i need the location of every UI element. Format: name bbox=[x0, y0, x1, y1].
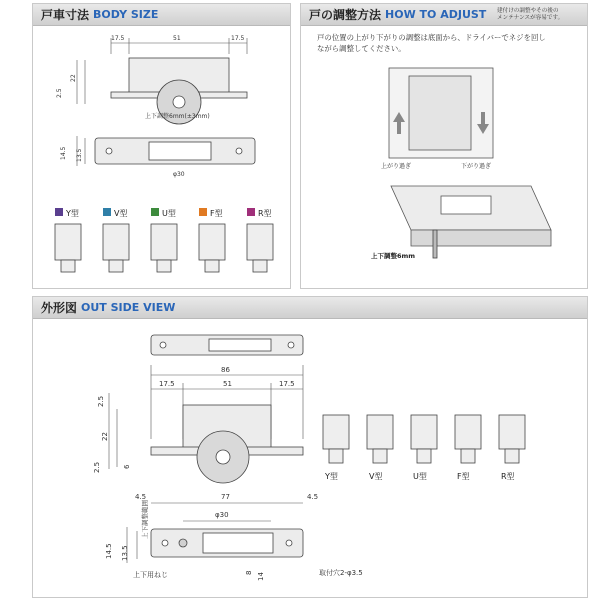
ov-dim-14-5: 14.5 bbox=[105, 543, 113, 559]
outside-view-panel bbox=[32, 296, 588, 598]
bs-top-view bbox=[95, 138, 255, 164]
bs-type-y: Y型 bbox=[66, 209, 79, 218]
bs-dim-51: 51 bbox=[173, 35, 181, 42]
outside-view-title-en: OUT SIDE VIEW bbox=[81, 301, 176, 314]
adjust-note bbox=[497, 8, 563, 22]
body-size-title-en: BODY SIZE bbox=[93, 8, 159, 21]
ov-dim-86: 86 bbox=[221, 366, 230, 374]
ov-vertical-range: 上下調整範囲 bbox=[141, 500, 149, 539]
ov-dim-17-5-left: 17.5 bbox=[159, 380, 175, 388]
bs-dim-14-5: 14.5 bbox=[60, 146, 67, 160]
ov-dim-6: 6 bbox=[123, 464, 131, 469]
ov-type-r: R型 bbox=[501, 472, 515, 481]
ov-dim-8: 8 bbox=[245, 570, 253, 575]
adjust-note-line-2: メンテナンスが容易です。 bbox=[497, 15, 564, 21]
ov-dim-2-5-bottom: 2.5 bbox=[93, 461, 101, 473]
bs-dim-17-5-right: 17.5 bbox=[231, 35, 245, 42]
ov-type-drawings bbox=[323, 415, 525, 463]
adjust-perspective bbox=[391, 186, 551, 246]
body-size-panel bbox=[32, 3, 291, 289]
ov-holes-label: 取付穴2-φ3.5 bbox=[319, 569, 363, 577]
down-label: 下がり過ぎ bbox=[461, 163, 492, 170]
outside-view-drawing bbox=[33, 319, 588, 598]
ov-screw-label: 上下用ねじ bbox=[133, 571, 168, 579]
bs-adjust-label: 上下調整6mm(±3mm) bbox=[145, 113, 210, 120]
body-size-title-jp: 戸車寸法 bbox=[41, 8, 90, 22]
ov-dim-4-5-right: 4.5 bbox=[307, 493, 319, 501]
ov-type-f: F型 bbox=[457, 472, 470, 481]
bs-phi30: φ30 bbox=[173, 171, 185, 178]
bs-dim-17-5-left: 17.5 bbox=[111, 35, 125, 42]
bs-dim-22: 22 bbox=[70, 74, 77, 82]
ov-type-u: U型 bbox=[413, 472, 427, 481]
bs-dim-13-5: 13.5 bbox=[76, 148, 83, 162]
adjust-desc-line-2: ながら調整してください。 bbox=[317, 44, 406, 53]
how-to-adjust-title-en: HOW TO ADJUST bbox=[385, 8, 487, 21]
ov-dim-2-5: 2.5 bbox=[97, 395, 105, 407]
ov-phi30: φ30 bbox=[215, 511, 229, 519]
type-y-icon bbox=[55, 208, 63, 216]
ov-dim-22: 22 bbox=[101, 432, 109, 441]
ov-dim-77: 77 bbox=[221, 493, 230, 501]
adjust-description bbox=[317, 32, 587, 54]
bs-type-v: V型 bbox=[114, 209, 128, 218]
outside-view-title-jp: 外形図 bbox=[41, 301, 78, 315]
ov-type-y: Y型 bbox=[325, 472, 338, 481]
ov-dim-17-5-right: 17.5 bbox=[279, 380, 295, 388]
bs-type-drawings bbox=[55, 224, 273, 272]
ov-top-plan bbox=[151, 335, 303, 355]
bs-type-u: U型 bbox=[162, 209, 176, 218]
bs-type-row bbox=[55, 208, 272, 218]
bs-type-r: R型 bbox=[258, 209, 272, 218]
ov-dim-51: 51 bbox=[223, 380, 232, 388]
ov-bottom-plan bbox=[151, 529, 303, 557]
type-r-icon bbox=[247, 208, 255, 216]
ov-front-view bbox=[151, 405, 303, 483]
ov-type-v: V型 bbox=[369, 472, 383, 481]
type-v-icon bbox=[103, 208, 111, 216]
body-size-drawing bbox=[33, 26, 291, 289]
adjust-note-line-1: 建付けの調整やその後の bbox=[497, 8, 559, 14]
type-u-icon bbox=[151, 208, 159, 216]
up-label: 上がり過ぎ bbox=[381, 163, 412, 170]
type-f-icon bbox=[199, 208, 207, 216]
bs-dim-2-5: 2.5 bbox=[56, 88, 63, 98]
adjust-desc-line-1: 戸の位置の上がり下がりの調整は底面から、ドライバーでネジを回し bbox=[317, 33, 546, 42]
door-frame bbox=[389, 68, 493, 158]
ov-dim-4-5-left: 4.5 bbox=[135, 493, 147, 501]
ov-dim-13-5: 13.5 bbox=[121, 545, 129, 561]
how-to-adjust-panel bbox=[300, 3, 588, 289]
how-to-adjust-title-jp: 戸の調整方法 bbox=[309, 8, 382, 22]
outside-view-header bbox=[33, 297, 587, 319]
bs-type-f: F型 bbox=[210, 209, 223, 218]
body-size-header bbox=[33, 4, 290, 26]
how-to-adjust-drawing bbox=[301, 62, 588, 282]
adjust-6mm-label: 上下調整6mm bbox=[371, 252, 416, 260]
screwdriver-icon bbox=[433, 230, 437, 258]
ov-dim-14: 14 bbox=[257, 572, 265, 581]
